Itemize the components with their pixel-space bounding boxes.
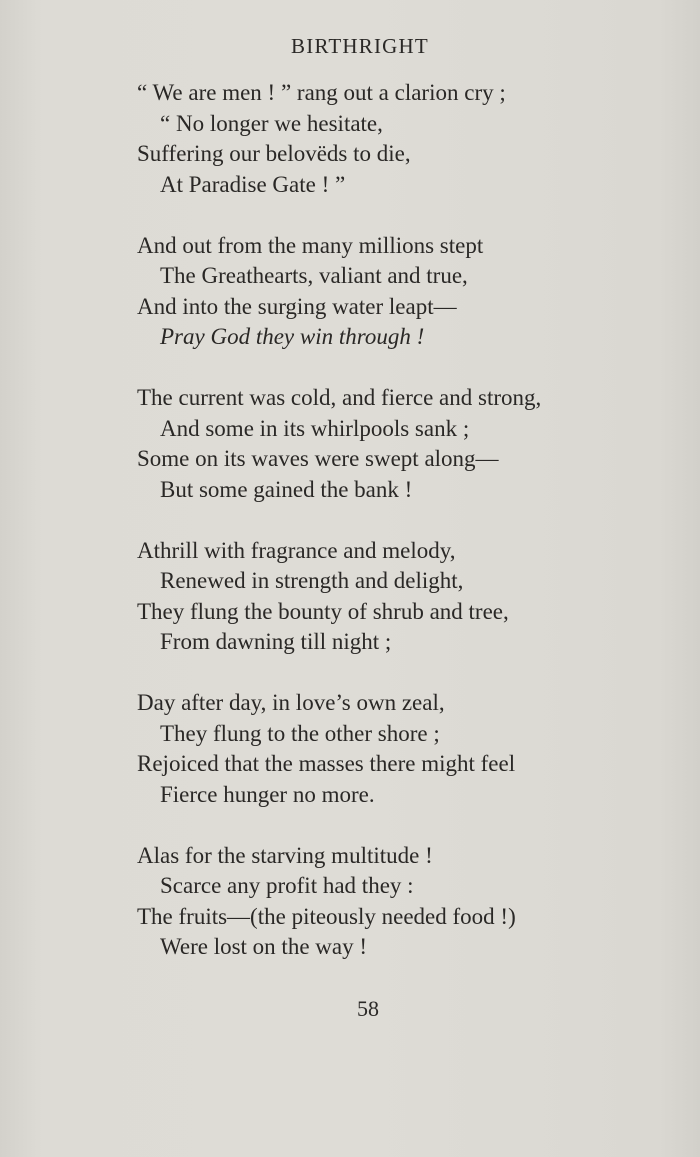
running-head: BIRTHRIGHT <box>291 34 429 58</box>
poem-line: And out from the many millions stept <box>137 232 484 258</box>
poem-line: Some on its waves were swept along— <box>137 446 499 471</box>
poem-line: Were lost on the way ! <box>160 934 367 959</box>
poem-line-italic: Pray God they win through ! <box>160 324 425 349</box>
poem-line: Day after day, in love’s own zeal, <box>137 690 445 715</box>
poem-line: Scarce any profit had they : <box>160 873 414 898</box>
poem-line: Renewed in strength and delight, <box>160 568 464 593</box>
stanza <box>0 841 700 963</box>
poem-line: But some gained the bank ! <box>160 476 413 502</box>
poem-line: And some in its whirlpools sank ; <box>160 415 470 441</box>
poem-line: The Greathearts, valiant and true, <box>160 263 468 288</box>
poem-line: The current was cold, and fierce and strong, <box>137 385 542 410</box>
poem-line: From dawning till night ; <box>160 629 392 654</box>
poem-line: Athrill with fragrance and melody, <box>137 537 456 563</box>
poem-line: Suffering our belovëds to die, <box>137 141 411 166</box>
stanza <box>0 688 700 810</box>
poem-line: “ We are men ! ” rang out a clarion cry ; <box>137 80 506 105</box>
poem-line: “ No longer we hesitate, <box>160 110 383 136</box>
poem-line: They flung to the other shore ; <box>160 720 440 746</box>
poem-line: The fruits—(the piteously needed food !) <box>137 903 516 929</box>
poem-line: Alas for the starving multitude ! <box>137 842 433 868</box>
poem-line: They flung the bounty of shrub and tree, <box>137 598 509 624</box>
stanza <box>0 231 700 353</box>
page-number: 58 <box>357 996 379 1021</box>
stanza <box>0 383 700 505</box>
poem-line: Fierce hunger no more. <box>160 781 375 807</box>
poem-line: Rejoiced that the masses there might feel <box>137 751 516 776</box>
stanza <box>0 78 700 200</box>
poem-line: And into the surging water leapt— <box>137 293 457 319</box>
poem <box>0 78 700 993</box>
stanza <box>0 536 700 658</box>
poem-line: At Paradise Gate ! ” <box>160 171 346 197</box>
